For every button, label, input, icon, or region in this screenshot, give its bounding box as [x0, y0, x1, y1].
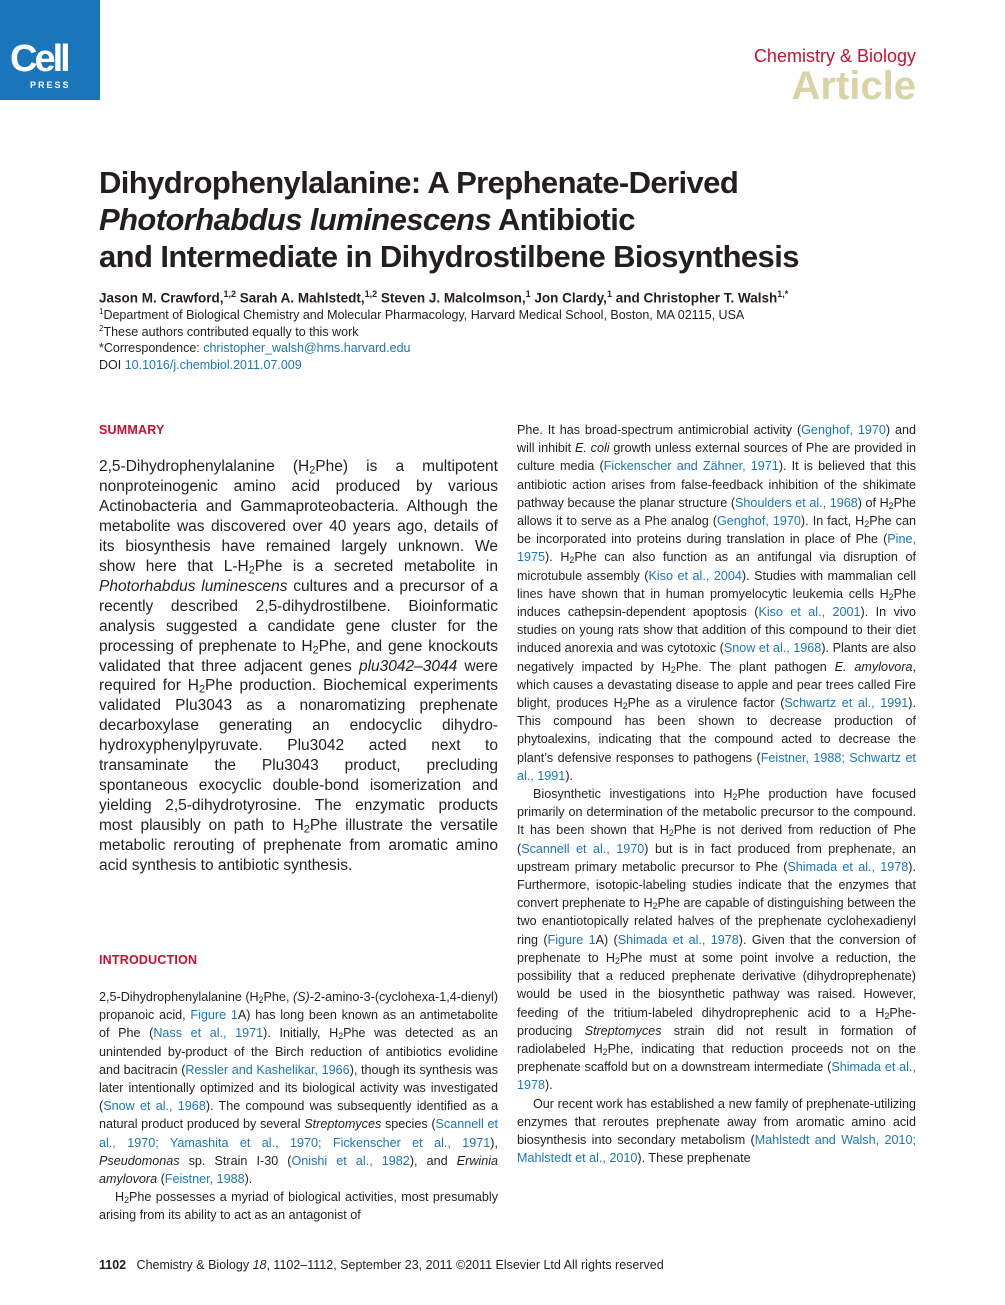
doi-link[interactable]: 10.1016/j.chembiol.2011.07.009 [124, 358, 302, 372]
title-line-2 [99, 201, 919, 238]
reference-link[interactable]: Shoulders et al., 1968 [735, 495, 858, 510]
reference-link[interactable]: Onishi et al., 1982 [291, 1153, 410, 1168]
reference-link[interactable]: Genghof, 1970 [801, 423, 886, 437]
author-affil: 1,2 [223, 289, 237, 299]
reference-link[interactable]: Shimada et al., 1978 [617, 932, 739, 947]
author-list [99, 289, 788, 306]
right-column-text [517, 421, 916, 1167]
doi [99, 358, 302, 372]
summary-text: 2,5-Dihydrophenylalanine $(H_2Phe)$ is a multipotent nonproteinogenic amino acid produced by various Actinobacteria and Gammaproteobacteria. Although the metabolite was discovered over 40 years ago, details of its biosynthesis have remained largely unknown. We show here that $L-H_2Phe$ is a secreted metabolite in Photorhabdus luminescens cultures and a precursor of a recently described 2,5-dihydrostilbene. Bioinformatic analysis suggested a candidate gene cluster for the processing of prephenate to $H_2Phe$, and gene knockouts validated that three adjacent genes plu3042–3044 were required for $H_2Phe$ production. Biochemical experiments validated Plu3043 as a nonaromatizing prephenate decarboxylase generating an endocyclic dihydro-hydroxyphenylpyruvate. Plu3042 acted next to transaminate the Plu3043 product, precluding spontaneous exocyclic double-bond isomerization and yielding 2,5-dihydrotyrosine. The enzymatic products most plausibly on path to $H_2Phe$ illustrate the versatile metabolic rerouting of prephenate from aromatic amino acid synthesis to antibiotic synthesis. [99, 458, 499, 875]
title-line-2-rest: Antibiotic [491, 202, 635, 237]
reference-link[interactable]: Kiso et al., 2001 [758, 605, 861, 620]
right-paragraph-1: Phe. It has broad-spectrum antimicrobial activity (Genghof, 1970) and will inhibit E. coli growth unless external sources of Phe are provided in culture media (Fickenscher and Zähner, 1971). It is believed that this antibiotic action arises from false-feedback inhibition of the shikimate pathway because the planar structure (Shoulders et al., 1968) of $H_2Phe$ allows it to serve as a Phe analog (Genghof, 1970). In fact, $H_2Phe$ can be incorporated into proteins during translation in place of Phe (Pine, 1975). $H_2Phe$ can also function as an antifungal via disruption of microtubule assembly (Kiso et al., 2004). Studies with mammalian cell lines have shown that in human promyelocytic leukemia cells $H_2Phe$ induces cathepsin-dependent apoptosis (Kiso et al., 2001). In vivo studies on young rats show that addition of this compound to their diet induced anorexia and was cytotoxic (Snow et al., 1968). Plants are also negatively impacted by $H_2Phe$. The plant pathogen E. amylovora, which causes a devastating disease to apple and pear trees called Fire blight, produces $H_2Phe$ as a virulence factor (Schwartz et al., 1991). This compound has been shown to decrease production of phytoalexins, indicating that the compound acted to decrease the plant’s defensive responses to pathogens (Feistner, 1988; Schwartz et al., 1991). [517, 423, 917, 783]
reference-link[interactable]: Shimada et al., 1978 [787, 859, 909, 874]
affiliation-text: Department of Biological Chemistry and Molecular Pharmacology, Harvard Medical School, Boston, MA 02115, USA [103, 308, 745, 323]
affiliation-1 [99, 307, 744, 322]
reference-link[interactable]: Feistner, 1988; Schwartz et al., 1991 [517, 750, 916, 783]
right-paragraph-3: Our recent work has established a new family of prephenate-utilizing enzymes that reroutes prephenate away from aromatic amino acid biosynthesis into secondary metabolism (Mahlstedt and Walsh, 2010; Mahlstedt et al., 2010). These prephenate [517, 1096, 916, 1166]
reference-link[interactable]: Scannell et al., 1970; Yamashita et al., 1970; Fickenscher et al., 1971 [99, 1117, 498, 1150]
figure-link[interactable]: Figure 1 [547, 932, 596, 947]
logo-press: PRESS [30, 80, 71, 90]
correspondence [99, 341, 410, 355]
author-affil: 1 [525, 289, 531, 299]
reference-link[interactable]: Snow et al., 1968 [723, 641, 822, 656]
figure-link[interactable]: Figure 1 [190, 1008, 238, 1023]
affiliation-text: These authors contributed equally to this work [103, 325, 359, 340]
author-name: Steven J. Malcolmson, [377, 290, 526, 306]
doi-label: DOI [99, 358, 125, 372]
author-affil: 1,2 [364, 289, 378, 299]
reference-link[interactable]: Feistner, 1988 [164, 1172, 245, 1187]
reference-link[interactable]: Ressler and Kashelikar, 1966 [185, 1062, 350, 1077]
author-affil: 1,* [777, 289, 789, 299]
summary-heading: SUMMARY [99, 423, 165, 437]
title-line-3: and Intermediate in Dihydrostilbene Biosynthesis [99, 239, 799, 274]
reference-link[interactable]: Mahlstedt and Walsh, 2010; Mahlstedt et al., 2010 [517, 1132, 916, 1166]
journal-name: Chemistry & Biology [753, 46, 916, 66]
reference-link[interactable]: Nass et al., 1971 [153, 1026, 264, 1041]
correspondence-label: *Correspondence: [99, 341, 204, 355]
author-name: Jon Clardy, [530, 290, 607, 306]
affiliation-marker: 1 [99, 307, 104, 316]
reference-link[interactable]: Genghof, 1970 [717, 514, 801, 529]
intro-paragraph-1: 2,5-Dihydrophenylalanine ($H_2Phe$, (S)-2-amino-3-(cyclohexa-1,4-dienyl) propanoic acid, Figure 1A) has long been known as an antimetabolite of Phe (Nass et al., 1971). Initially, $H_2Phe$ was detected as an unintended by-product of the Birch reduction of antibiotics evolidine and bacitracin (Ressler and Kashelikar, 1966), though its synthesis was later intentionally optimized and its biological activity was investigated (Snow et al., 1968). The compound was subsequently identified as a natural product produced by several Streptomyces species (Scannell et al., 1970; Yamashita et al., 1970; Fickenscher et al., 1971), Pseudomonas sp. Strain I-30 (Onishi et al., 1982), and Erwinia amylovora (Feistner, 1988). [99, 990, 499, 1187]
title-species: Photorhabdus luminescens [99, 202, 492, 237]
reference-link[interactable]: Pine, 1975 [517, 532, 916, 565]
article-type: Article [791, 64, 916, 108]
author-affil: 1 [606, 289, 612, 299]
cell-press-logo [0, 0, 100, 100]
page-number: 1102 [99, 1258, 127, 1272]
page-footer [99, 1258, 664, 1272]
logo-word: Cell [10, 38, 68, 80]
reference-link[interactable]: Kiso et al., 2004 [648, 568, 742, 583]
introduction-heading: INTRODUCTION [99, 953, 198, 967]
footer-journal: Chemistry & Biology [136, 1258, 250, 1272]
introduction-text [99, 988, 498, 1225]
reference-link[interactable]: Fickenscher and Zähner, 1971 [603, 459, 779, 474]
footer-volume: 18 [252, 1258, 267, 1272]
reference-link[interactable]: Scannell et al., 1970 [521, 841, 645, 856]
author-name: and Christopher T. Walsh [611, 290, 778, 306]
reference-link[interactable]: Schwartz et al., 1991 [784, 696, 909, 711]
correspondence-email-link[interactable]: christopher_walsh@hms.harvard.edu [203, 341, 411, 355]
title-line-1: Dihydrophenylalanine: A Prephenate-Derived [99, 165, 739, 200]
right-paragraph-2: Biosynthetic investigations into $H_2Phe$ production have focused primarily on determination of the metabolic precursor to the compound. It has been shown that $H_2Phe$ is not derived from reduction of Phe (Scannell et al., 1970) but is in fact produced from prephenate, an upstream primary metabolic precursor to Phe (Shimada et al., 1978). Furthermore, isotopic-labeling studies indicate that the enzymes that convert prephenate to $H_2Phe$ are capable of distinguishing between the two enantiotopically related halves of the prephenate cyclohexadienyl ring (Figure 1A) (Shimada et al., 1978). Given that the conversion of prephenate to $H_2Phe$ must at some point involve a reduction, the possibility that a reduced prephenate derivative (dihydroprephenate) would be used in the biosynthetic pathway was raised. However, feeding of the tritium-labeled dihydroprephenic acid to a $H_2Phe$-producing Streptomyces strain did not result in formation of radiolabeled $H_2Phe$, indicating that reduction proceeds not on the prephenate scaffold but on a downstream intermediate (Shimada et al., 1978). [517, 787, 917, 1093]
footer-citation: , 1102–1112, September 23, 2011 ©2011 Elsevier Ltd All rights reserved [266, 1258, 664, 1272]
intro-paragraph-2: $H_2Phe$ possesses a myriad of biological activities, most presumably arising from its ability to act as an antagonist of [99, 1190, 498, 1223]
affiliation-2 [99, 324, 358, 339]
author-name: Sarah A. Mahlstedt, [236, 290, 365, 306]
article-title [99, 164, 919, 275]
author-name: Jason M. Crawford, [99, 290, 224, 306]
reference-link[interactable]: Snow et al., 1968 [103, 1099, 206, 1114]
affiliation-marker: 2 [99, 324, 104, 333]
reference-link[interactable]: Shimada et al., 1978 [517, 1060, 916, 1093]
